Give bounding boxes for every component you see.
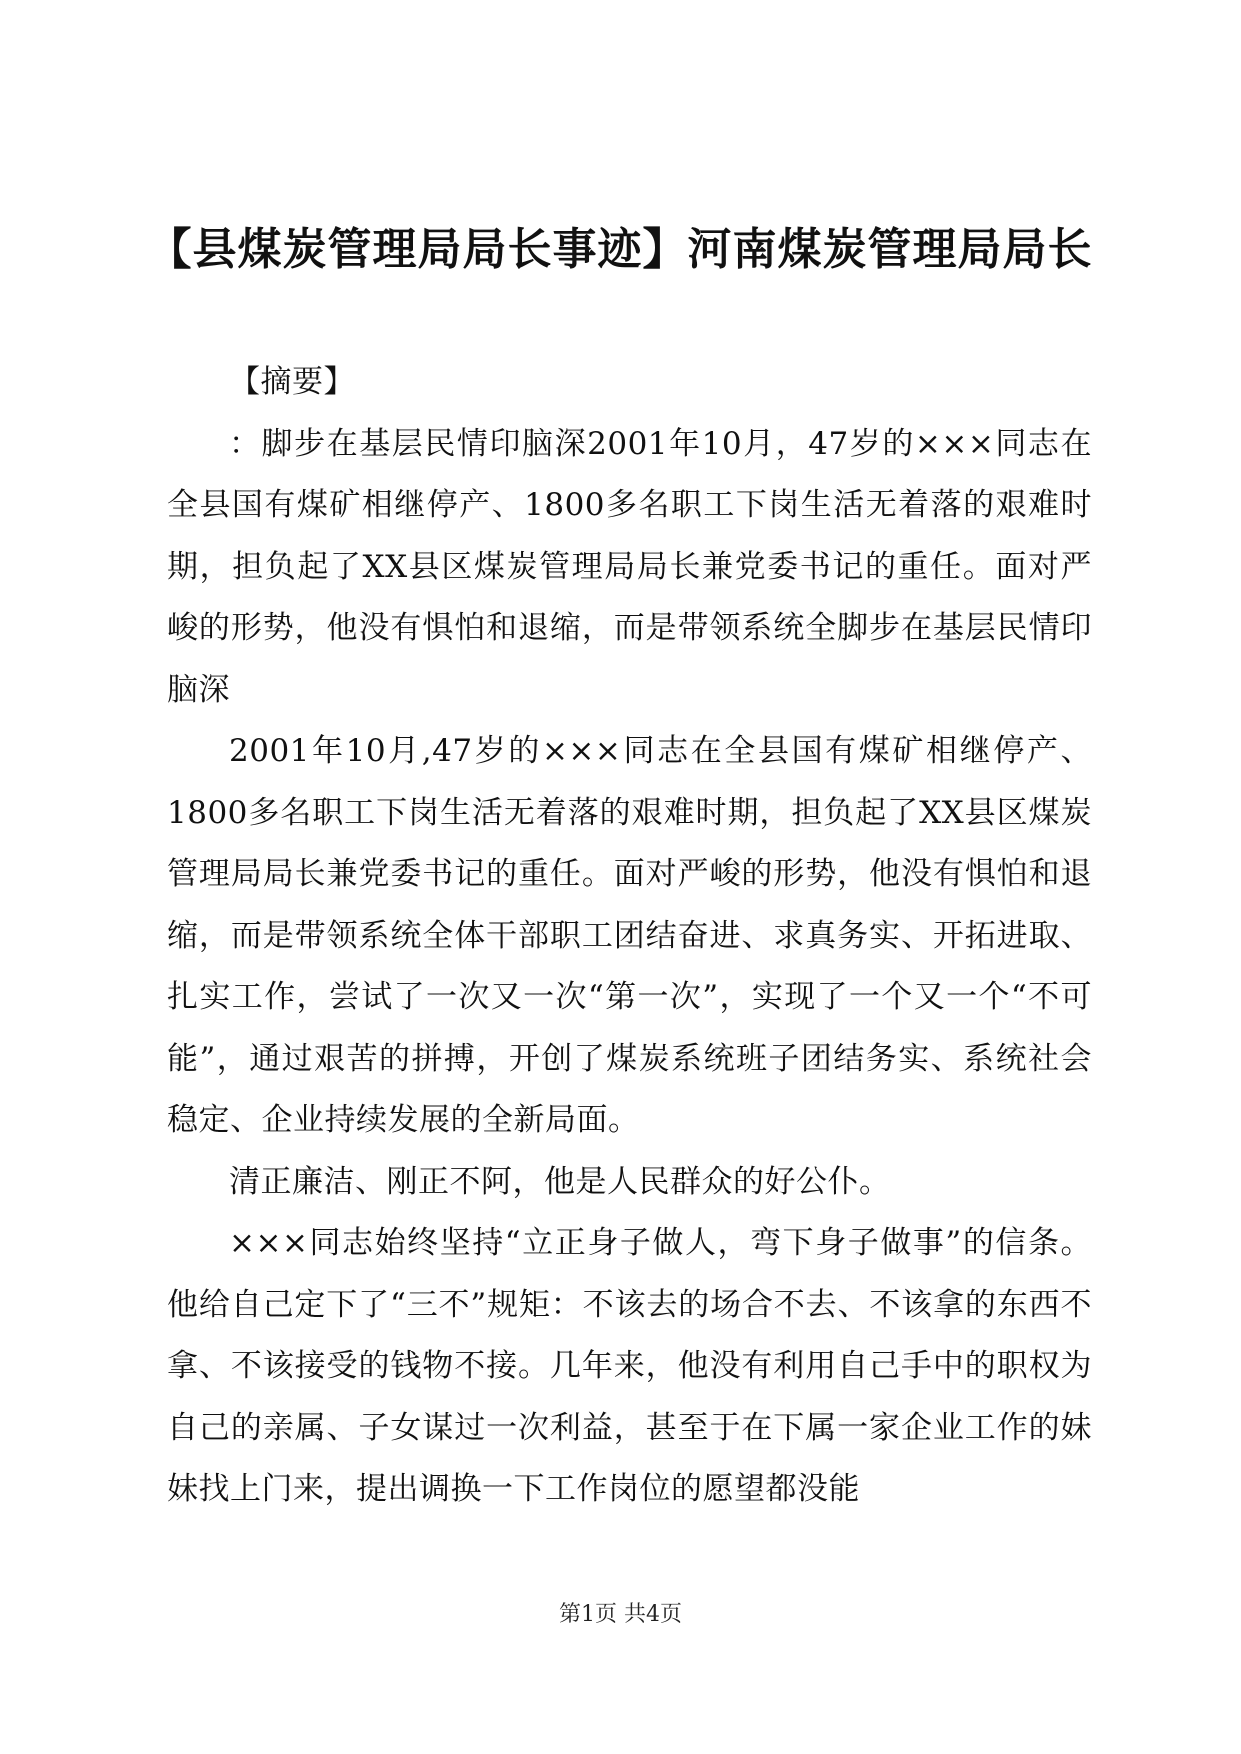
- document-title: 【县煤炭管理局局长事迹】河南煤炭管理局局长: [147, 224, 1093, 275]
- summary-paragraph: ：脚步在基层民情印脑深2001年10月，47岁的×××同志在全县国有煤矿相继停产、1800多名职工下岗生活无着落的艰难时期，担负起了XX县区煤炭管理局局长兼党委书记的重任。面对严峻的形势，他没有惧怕和退缩，而是带领系统全脚步在基层民情印脑深: [167, 425, 1092, 708]
- body-paragraph-2: 清正廉洁、刚正不阿，他是人民群众的好公仆。: [229, 1163, 891, 1200]
- summary-label: 【摘要】: [229, 364, 355, 400]
- document-body: [167, 352, 1092, 1521]
- body-paragraph-3: ×××同志始终坚持“立正身子做人，弯下身子做事”的信条。他给自己定下了“三不”规矩：不该去的场合不去、不该拿的东西不拿、不该接受的钱物不接。几年来，他没有利用自己手中的职权为自己的亲属、子女谋过一次利益，甚至于在下属一家企业工作的妹妹找上门来，提出调换一下工作岗位的愿望都没能: [167, 1225, 1092, 1507]
- body-paragraph-1: 2001年10月,47岁的×××同志在全县国有煤矿相继停产、1800多名职工下岗生活无着落的艰难时期，担负起了XX县区煤炭管理局局长兼党委书记的重任。面对严峻的形势，他没有惧怕和退缩，而是带领系统全体干部职工团结奋进、求真务实、开拓进取、扎实工作，尝试了一次又一次“第一次”，实现了一个又一个“不可能”，通过艰苦的拼搏，开创了煤炭系统班子团结务实、系统社会稳定、企业持续发展的全新局面。: [167, 733, 1092, 1138]
- page-number-footer: 第1页 共4页: [559, 1602, 682, 1627]
